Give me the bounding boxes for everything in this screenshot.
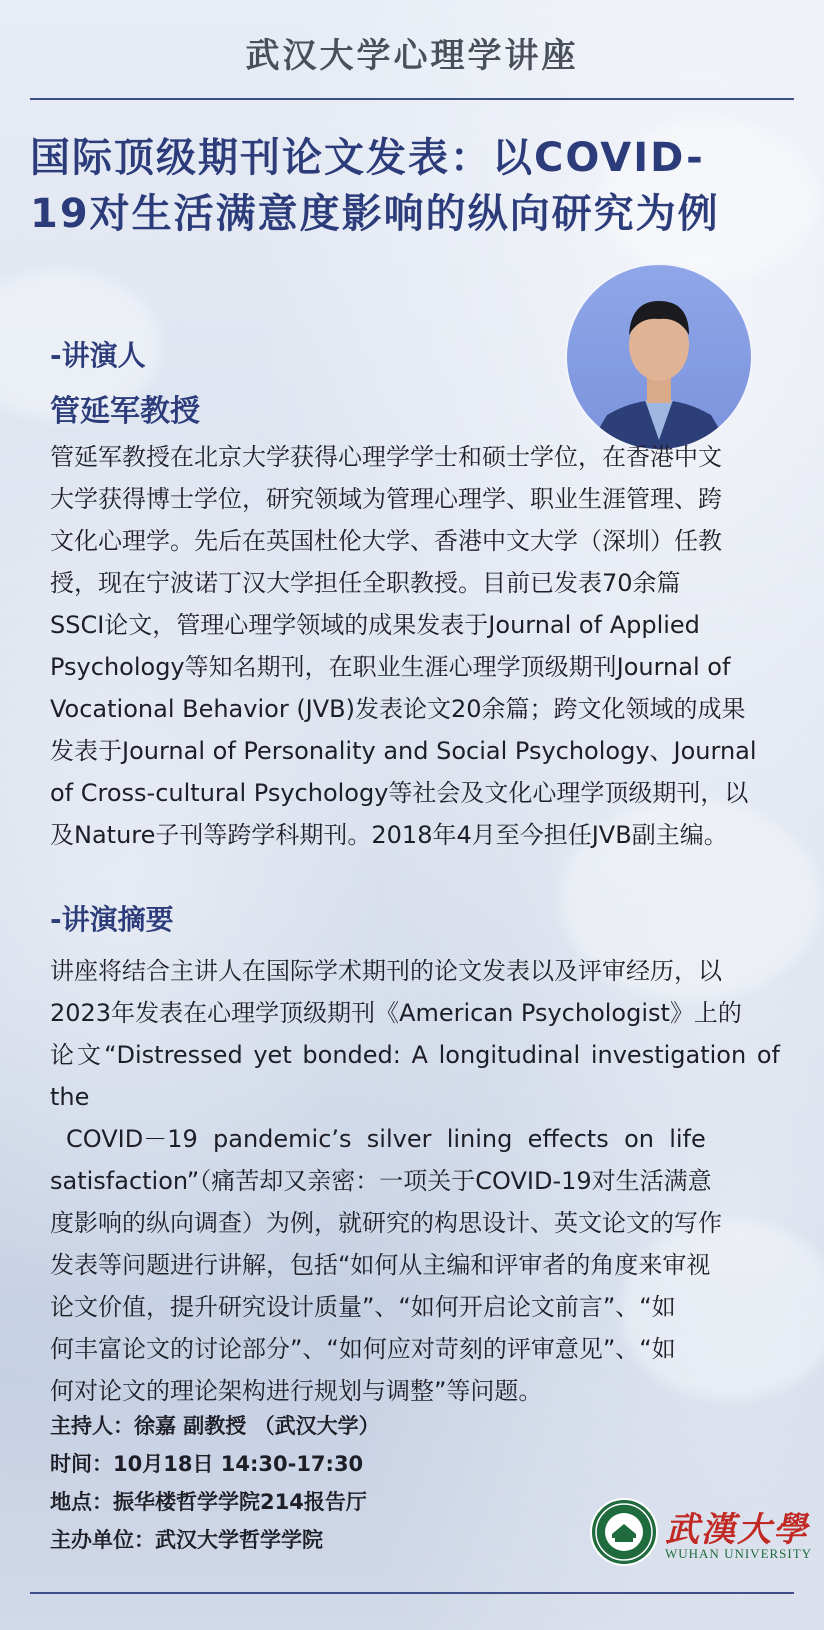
speaker-portrait-icon: [567, 265, 751, 449]
abstract-line: 讲座将结合主讲人在国际学术期刊的论文发表以及评审经历，以: [50, 957, 722, 985]
abstract-line: 发表等问题进行讲解，包括“如何从主编和评审者的角度来审视: [50, 1251, 711, 1279]
bio-line: 大学获得博士学位，研究领域为管理心理学、职业生涯管理、跨: [50, 485, 722, 513]
bio-line: 发表于Journal of Personality and Social Psychology、Journal: [50, 737, 757, 765]
time-info: 时间：10月18日 14:30-17:30: [50, 1452, 364, 1476]
speaker-bio: [50, 436, 780, 856]
abstract-text: [50, 950, 780, 1412]
bio-line: SSCI论文，管理心理学领域的成果发表于Journal of Applied: [50, 611, 700, 639]
university-logo-en: WUHAN UNIVERSITY: [665, 1546, 813, 1561]
bottom-divider: [30, 1592, 794, 1594]
speaker-photo: [565, 263, 753, 451]
abstract-line: 2023年发表在心理学顶级期刊《American Psychologist》上的: [50, 999, 742, 1027]
place-info: 地点：振华楼哲学学院214报告厅: [50, 1490, 367, 1514]
abstract-line: COVID－19 pandemic’s silver lining effects on life: [66, 1125, 706, 1153]
top-divider: [30, 98, 794, 100]
header-title: 武汉大学心理学讲座: [245, 36, 579, 76]
bio-line: 管延军教授在北京大学获得心理学学士和硕士学位，在香港中文: [50, 443, 722, 471]
abstract-section-label: -讲演摘要: [50, 903, 174, 936]
talk-title: [30, 130, 800, 242]
university-seal-icon: [590, 1498, 658, 1566]
abstract-line: 论文价值，提升研究设计质量”、“如何开启论文前言”、“如: [50, 1293, 676, 1321]
talk-title-line: 国际顶级期刊论文发表：以COVID-: [30, 135, 705, 181]
abstract-line: 论文“Distressed yet bonded: A longitudinal investigation of the: [50, 1041, 780, 1111]
abstract-line: 度影响的纵向调查）为例，就研究的构思设计、英文论文的写作: [50, 1209, 722, 1237]
bio-line: of Cross-cultural Psychology等社会及文化心理学顶级期刊，以: [50, 779, 749, 807]
abstract-line: 何丰富论文的讨论部分”、“如何应对苛刻的评审意见”、“如: [50, 1335, 676, 1363]
abstract-line: satisfaction”（痛苦却又亲密：一项关于COVID-19对生活满意: [50, 1167, 712, 1195]
bio-line: 授，现在宁波诺丁汉大学担任全职教授。目前已发表70余篇: [50, 569, 681, 597]
organizer-info: 主办单位：武汉大学哲学学院: [50, 1528, 323, 1552]
bio-line: 文化心理学。先后在英国杜伦大学、香港中文大学（深圳）任教: [50, 527, 722, 555]
bio-line: Vocational Behavior (JVB)发表论文20余篇；跨文化领域的成果: [50, 695, 746, 723]
speaker-name: 管延军教授: [50, 394, 200, 429]
bio-line: 及Nature子刊等跨学科期刊。2018年4月至今担任JVB副主编。: [50, 821, 728, 849]
host-info: 主持人：徐嘉 副教授 （武汉大学）: [50, 1414, 380, 1438]
abstract-line: 何对论文的理论架构进行规划与调整”等问题。: [50, 1377, 543, 1405]
speaker-section-label: -讲演人: [50, 339, 146, 372]
bio-line: Psychology等知名期刊，在职业生涯心理学顶级期刊Journal of: [50, 653, 731, 681]
university-logo-cn: 武漢大學: [665, 1510, 809, 1550]
talk-title-line: 19对生活满意度影响的纵向研究为例: [30, 191, 720, 237]
